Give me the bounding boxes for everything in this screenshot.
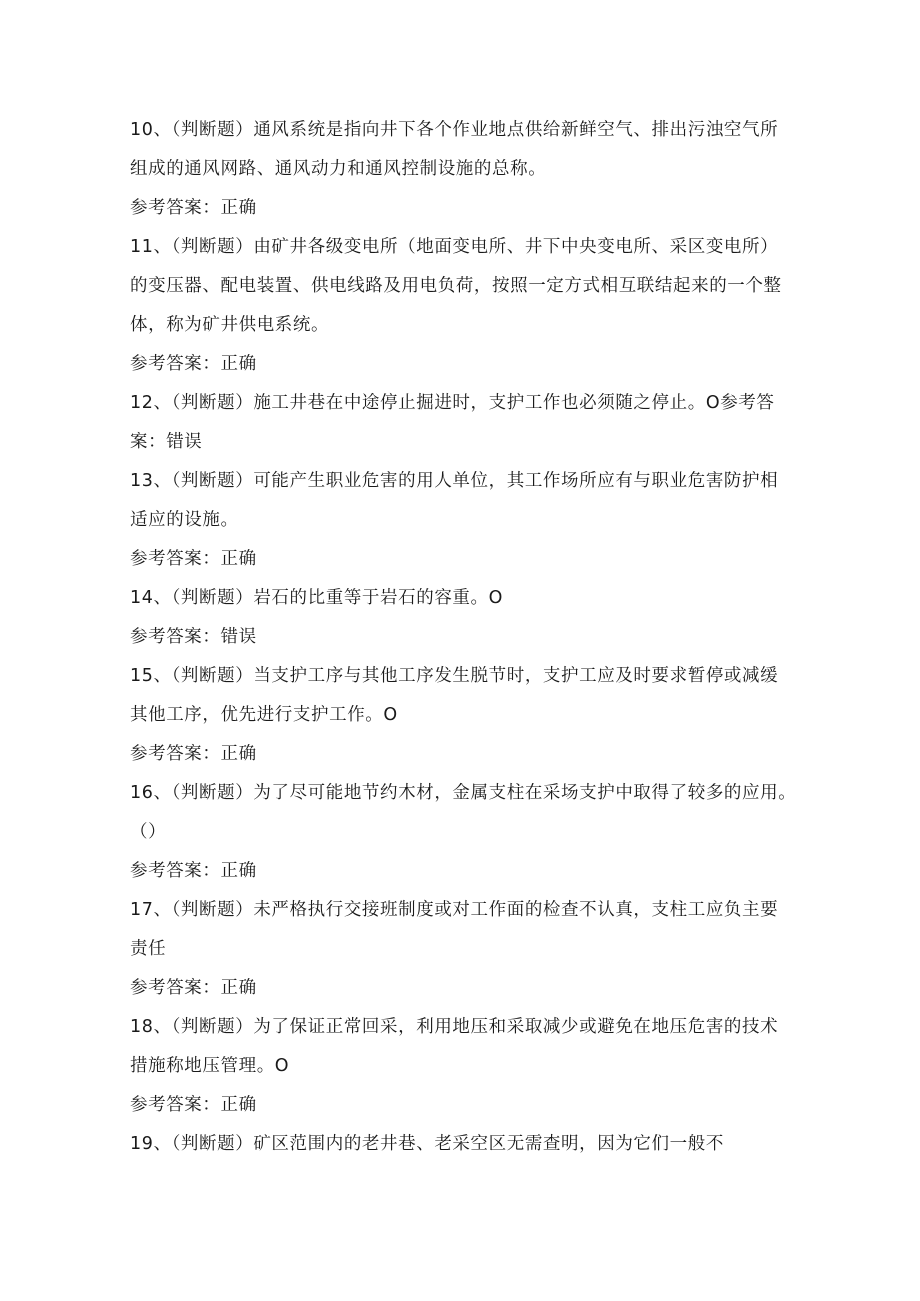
question-16-line-1: 16、（判断题）为了尽可能地节约木材，金属支柱在采场支护中取得了较多的应用。 [130,783,797,803]
answer-11: 参考答案：正确 [130,354,257,374]
question-13-line-1: 13、（判断题）可能产生职业危害的用人单位，其工作场所应有与职业危害防护相 [130,471,779,491]
question-11-line-1: 11、（判断题）由矿井各级变电所（地面变电所、井下中央变电所、采区变电所） [130,237,779,257]
question-19-line-1: 19、（判断题）矿区范围内的老井巷、老采空区无需查明，因为它们一般不 [130,1134,724,1154]
question-10-line-2: 组成的通风网路、通风动力和通风控制设施的总称。 [130,159,547,179]
question-11-line-2: 的变压器、配电装置、供电线路及用电负荷，按照一定方式相互联结起来的一个整 [130,276,782,296]
answer-15: 参考答案：正确 [130,744,257,764]
question-15-line-2: 其他工序，优先进行支护工作。O [130,705,398,725]
answer-17: 参考答案：正确 [130,978,257,998]
question-10-line-1: 10、（判断题）通风系统是指向井下各个作业地点供给新鲜空气、排出污浊空气所 [130,120,779,140]
question-11-line-3: 体，称为矿井供电系统。 [130,315,330,335]
question-15-line-1: 15、（判断题）当支护工序与其他工序发生脱节时，支护工应及时要求暂停或减缓 [130,666,779,686]
question-17-line-2: 责任 [130,939,167,959]
question-18-line-2: 措施称地压管理。O [130,1056,290,1076]
question-13-line-2: 适应的设施。 [130,510,239,530]
answer-16: 参考答案：正确 [130,861,257,881]
answer-13: 参考答案：正确 [130,549,257,569]
answer-14: 参考答案：错误 [130,627,257,647]
question-14: 14、（判断题）岩石的比重等于岩石的容重。O [130,588,503,608]
question-17-line-1: 17、（判断题）未严格执行交接班制度或对工作面的检查不认真，支柱工应负主要 [130,900,779,920]
question-12-line-2: 案：错误 [130,432,203,452]
question-16-line-2: （） [130,822,167,842]
question-12-line-1: 12、（判断题）施工井巷在中途停止掘进时，支护工作也必须随之停止。O参考答 [130,393,775,413]
answer-10: 参考答案：正确 [130,198,257,218]
answer-18: 参考答案：正确 [130,1095,257,1115]
question-18-line-1: 18、（判断题）为了保证正常回采，利用地压和采取减少或避免在地压危害的技术 [130,1017,779,1037]
